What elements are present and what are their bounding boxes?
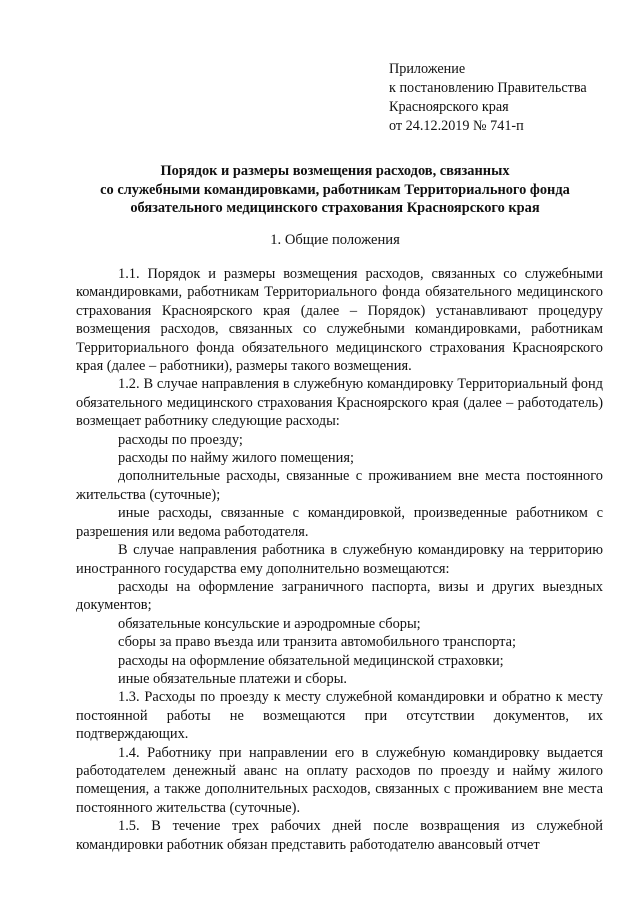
- paragraph: 1.5. В течение трех рабочих дней после возвращения из служебной командировки работник обязан представить работодателю авансовый отчет: [76, 818, 603, 853]
- paragraph: 1.3. Расходы по проезду к месту служебной командировки и обратно к месту постоянной работы не возмещаются при отсутствии документов, их подтверждающих.: [76, 689, 603, 743]
- list-item: дополнительные расходы, связанные с проживанием вне места постоянного жительства (суточные);: [76, 468, 603, 503]
- annex-block: [389, 60, 587, 136]
- annex-line-4: от 24.12.2019 № 741-п: [389, 118, 524, 134]
- list-item: расходы на оформление заграничного паспорта, визы и других выездных документов;: [76, 578, 603, 614]
- list-item: расходы по найму жилого помещения;: [118, 450, 354, 467]
- list-item: расходы на оформление обязательной медицинской страховки;: [118, 652, 504, 669]
- paragraph: 1.1. Порядок и размеры возмещения расходов, связанных со служебными командировками, работникам Территориального фонда обязательного медицинского страхования Красноярского края (далее – Порядок) устанавливают процедуру возмещения расходов, связанных со служебными командировками, работникам Территориального фонда обязательного медицинского страхования Красноярского края (далее – работники), размеры такого возмещения.: [76, 266, 603, 375]
- section-heading: 1. Общие положения: [270, 232, 400, 248]
- title-line-2: со служебными командировками, работникам Территориального фонда: [100, 181, 570, 198]
- list-item: иные обязательные платежи и сборы.: [118, 670, 347, 687]
- paragraph: 1.4. Работнику при направлении его в служебную командировку выдается работодателем денежный аванс на оплату расходов по проезду и найму жилого помещения, а также дополнительных расходов, связанных с проживанием вне места постоянного жительства (суточные).: [76, 744, 603, 816]
- annex-line-1: Приложение: [389, 61, 466, 77]
- paragraph: В случае направления работника в служебную командировку на территорию иностранного государства ему дополнительно возмещаются:: [76, 542, 603, 577]
- title-line-1: Порядок и размеры возмещения расходов, связанных: [160, 163, 510, 179]
- list-item: обязательные консульские и аэродромные сборы;: [118, 615, 421, 632]
- annex-line-2: к постановлению Правительства: [389, 80, 587, 96]
- list-item: иные расходы, связанные с командировкой, произведенные работником с разрешения или ведома работодателя.: [76, 505, 603, 540]
- list-item: сборы за право въезда или транзита автомобильного транспорта;: [118, 634, 516, 651]
- annex-line-3: Красноярского края: [389, 99, 509, 115]
- list-item: расходы по проезду;: [118, 431, 243, 448]
- document-body: [76, 265, 603, 854]
- paragraph: 1.2. В случае направления в служебную командировку Территориальный фонд обязательного медицинского страхования Красноярского края (далее – работодатель) возмещает работнику следующие расходы:: [76, 376, 603, 430]
- document-title: [70, 162, 600, 218]
- title-line-3: обязательного медицинского страхования Красноярского края: [130, 200, 540, 216]
